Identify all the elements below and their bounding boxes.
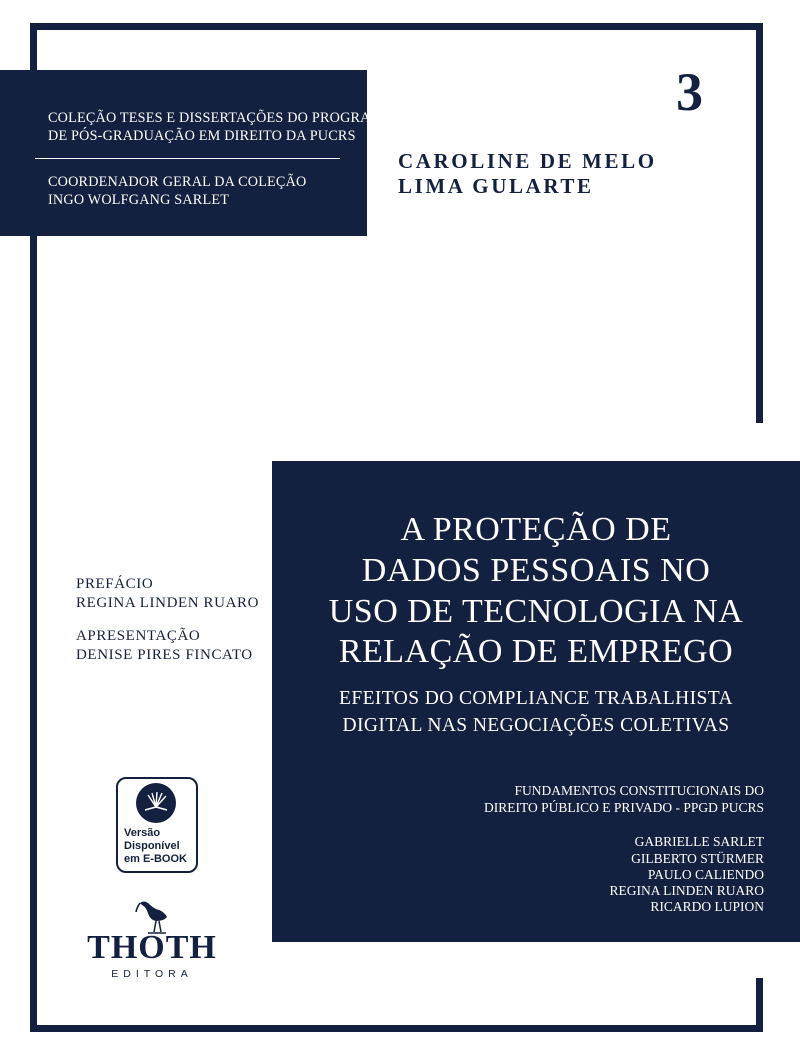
title-line-3: USO DE TECNOLOGIA NA	[328, 593, 744, 630]
collection-divider	[35, 158, 340, 159]
open-book-icon	[136, 783, 176, 823]
publisher-subtitle: EDITORA	[111, 968, 193, 980]
coordinator-name: INGO WOLFGANG SARLET	[48, 192, 230, 208]
preface-name: REGINA LINDEN RUARO	[76, 595, 260, 611]
title-box	[272, 461, 800, 942]
subtitle-line-2: DIGITAL NAS NEGOCIAÇÕES COLETIVAS	[342, 715, 730, 736]
presentation-label: APRESENTAÇÃO	[76, 628, 201, 644]
frame-top-line	[30, 23, 763, 30]
collection-line-1: COLEÇÃO TESES E DISSERTAÇÕES DO PROGRAMA	[48, 110, 394, 126]
subtitle-line-1: EFEITOS DO COMPLIANCE TRABALHISTA	[339, 688, 733, 709]
frame-right-top-line	[756, 23, 763, 423]
volume-number: 3	[676, 62, 703, 122]
author-line-1: CAROLINE DE MELO	[398, 149, 657, 173]
title-line-2: DADOS PESSOAIS NO	[361, 552, 711, 589]
board-member: GILBERTO STÜRMER	[631, 851, 764, 866]
series-line-2: DIREITO PÚBLICO E PRIVADO - PPGD PUCRS	[483, 800, 764, 815]
collection-line-2: DE PÓS-GRADUAÇÃO EM DIREITO DA PUCRS	[48, 128, 356, 144]
board-member: REGINA LINDEN RUARO	[609, 883, 764, 898]
presentation-name: DENISE PIRES FINCATO	[76, 647, 253, 663]
board-member: PAULO CALIENDO	[647, 867, 764, 882]
title-line-4: RELAÇÃO DE EMPREGO	[338, 633, 734, 670]
collection-box	[0, 70, 394, 236]
board-member: RICARDO LUPION	[650, 899, 764, 914]
ebook-line-2: Disponível	[124, 840, 180, 852]
coordinator-label: COORDENADOR GERAL DA COLEÇÃO	[48, 174, 307, 190]
title-line-1: A PROTEÇÃO DE	[400, 511, 672, 548]
publisher-name: THOTH	[87, 929, 217, 966]
preface-label: PREFÁCIO	[76, 576, 154, 592]
ebook-line-3: em E-BOOK	[124, 853, 187, 865]
frame-bottom-line	[30, 1025, 763, 1032]
ebook-badge	[116, 777, 198, 873]
ebook-line-1: Versão	[124, 827, 161, 839]
frame-right-bottom-line	[756, 978, 763, 1032]
series-line-1: FUNDAMENTOS CONSTITUCIONAIS DO	[514, 783, 764, 798]
board-member: GABRIELLE SARLET	[634, 834, 764, 849]
author-line-2: LIMA GULARTE	[398, 174, 594, 198]
